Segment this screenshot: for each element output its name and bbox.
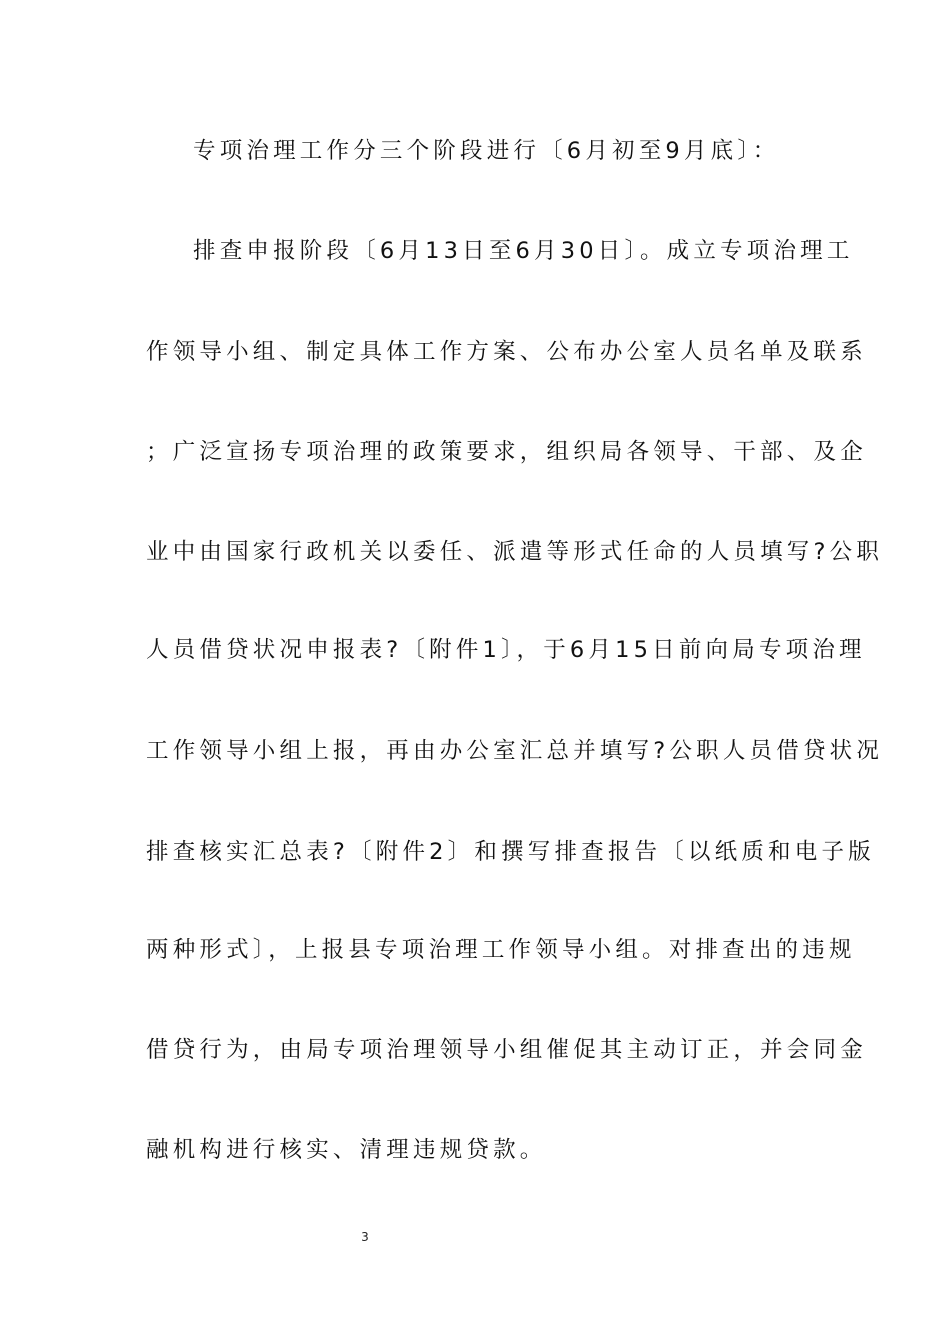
paragraph-line-8: 两种形式〕，上报县专项治理工作领导小组。对排查出的违规 [146,937,856,963]
paragraph-line-2: 作领导小组、制定具体工作方案、公布办公室人员名单及联系 [146,339,867,365]
paragraph-line-4: 业中由国家行政机关以委任、派遣等形式任命的人员填写?公职 [146,539,884,565]
paragraph-line-7: 排查核实汇总表?〔附件2〕和撰写排查报告〔以纸质和电子版 [146,839,875,865]
paragraph-line-9: 借贷行为，由局专项治理领导小组催促其主动订正，并会同金 [146,1037,867,1063]
paragraph-line-3: ；广泛宣扬专项治理的政策要求，组织局各领导、干部、及企 [146,439,867,465]
paragraph-line-6: 工作领导小组上报，再由办公室汇总并填写?公职人员借贷状况 [146,738,884,764]
paragraph-line-10: 融机构进行核实、清理违规贷款。 [146,1137,547,1163]
paragraph-heading-line: 专项治理工作分三个阶段进行〔6月初至9月底〕： [193,138,780,164]
page-number: 3 [361,1230,369,1244]
paragraph-line-5: 人员借贷状况申报表?〔附件1〕，于6月15日前向局专项治理 [146,637,866,663]
paragraph-line-1: 排查申报阶段〔6月13日至6月30日〕。成立专项治理工 [193,238,854,264]
